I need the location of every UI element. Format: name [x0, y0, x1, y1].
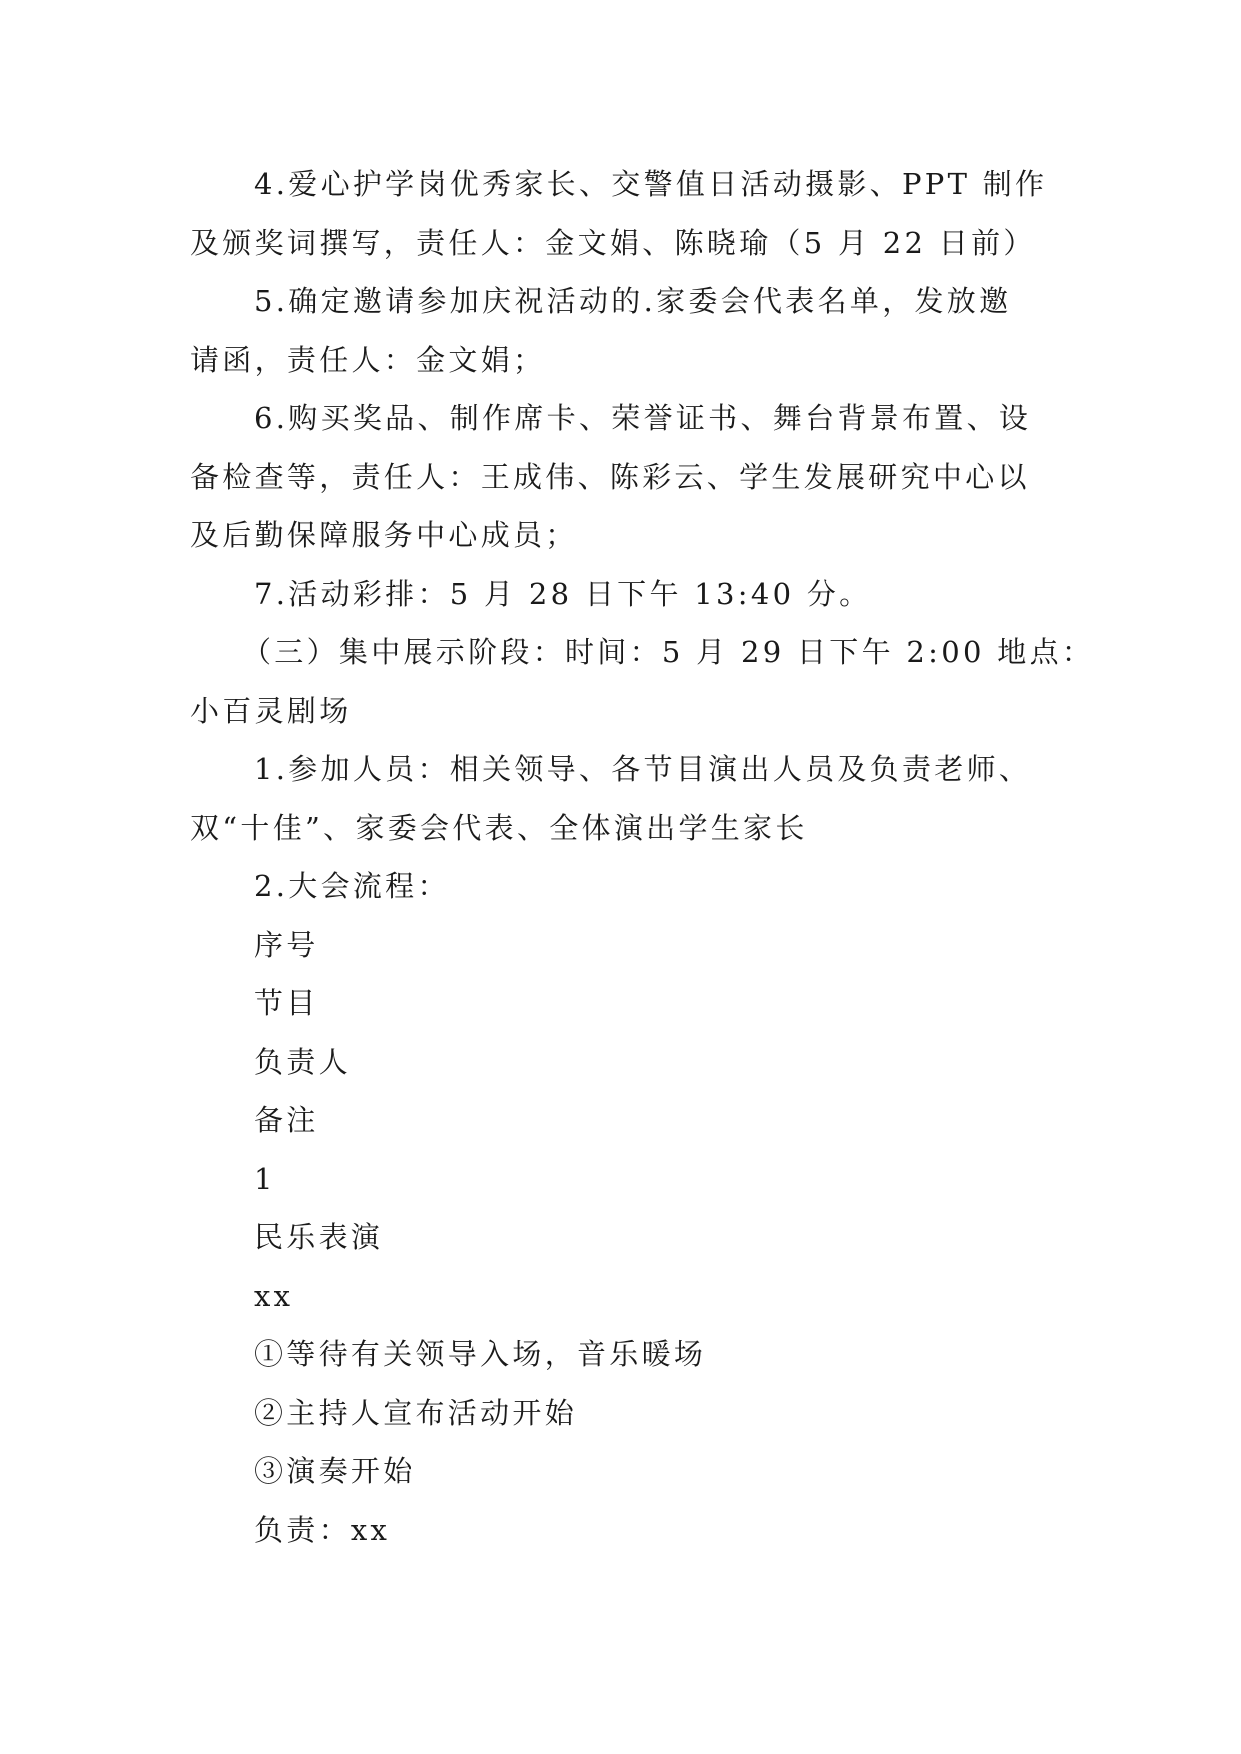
table-cell-owner: xx [254, 1278, 294, 1313]
participants-line-1: 1.参加人员：相关领导、各节目演出人员及负责老师、 [254, 752, 1032, 786]
table-header-notes: 备注 [254, 1103, 319, 1137]
table-header-number: 序号 [254, 927, 319, 962]
item-6-line-3: 及后勤保障服务中心成员； [190, 518, 578, 552]
agenda-heading: 2.大会流程： [254, 869, 450, 903]
item-4-line-2: 及颁奖词撰写，责任人：金文娟、陈晓瑜（5 月 22 日前） [190, 225, 1036, 260]
table-cell-number: 1 [254, 1161, 276, 1196]
item-6-line-2: 备检查等，责任人：王成伟、陈彩云、学生发展研究中心以 [190, 459, 1030, 494]
note-step-3: ③演奏开始 [254, 1454, 416, 1488]
item-4-line-1: 4.爱心护学岗优秀家长、交警值日活动摄影、PPT 制作 [254, 167, 1048, 201]
item-7-line: 7.活动彩排：5 月 28 日下午 13:40 分。 [254, 576, 872, 611]
note-owner: 负责：xx [254, 1512, 391, 1547]
note-step-2: ②主持人宣布活动开始 [254, 1395, 578, 1430]
section-3-heading: （三）集中展示阶段：时间：5 月 29 日下午 2:00 地点： [242, 635, 1095, 669]
table-header-program: 节目 [254, 986, 319, 1020]
participants-line-2: 双“十佳”、家委会代表、全体演出学生家长 [190, 810, 808, 845]
table-header-owner: 负责人 [254, 1044, 351, 1079]
item-5-line-2: 请函，责任人：金文娟； [190, 342, 546, 377]
section-3-location: 小百灵剧场 [190, 693, 352, 728]
table-cell-program: 民乐表演 [254, 1220, 384, 1254]
document-body [190, 155, 1095, 1559]
note-step-1: ①等待有关领导入场，音乐暖场 [254, 1337, 707, 1371]
item-6-line-1: 6.购买奖品、制作席卡、荣誉证书、舞台背景布置、设 [254, 401, 1032, 435]
item-5-line-1: 5.确定邀请参加庆祝活动的.家委会代表名单，发放邀 [254, 284, 1012, 318]
